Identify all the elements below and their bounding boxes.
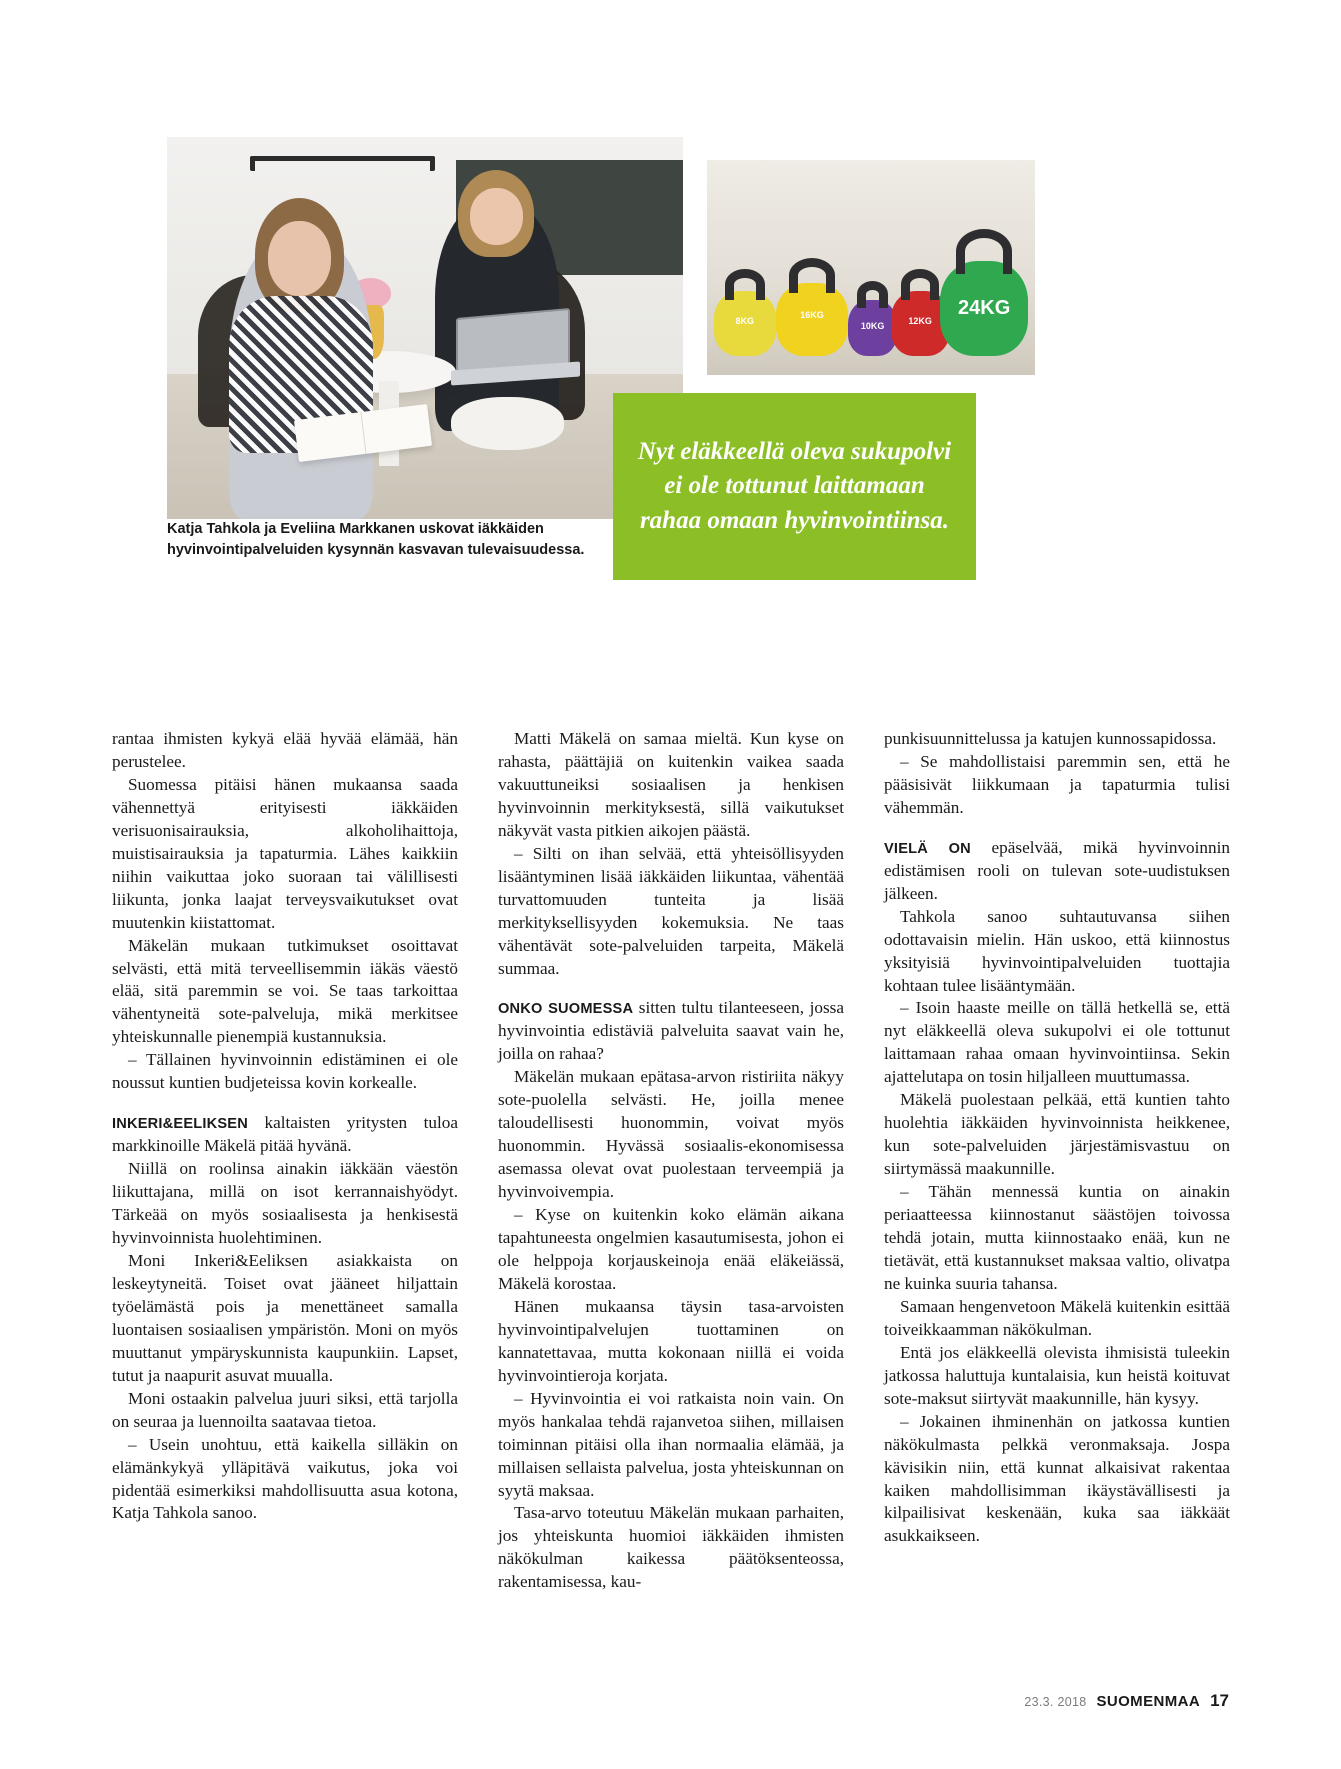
paragraph: – Se mahdollistaisi paremmin sen, että he pääsisivät liikkumaan ja tapaturmia tulisi vähemmän.	[884, 751, 1230, 817]
paragraph: Tasa-arvo toteutuu Mäkelän mukaan parhaiten, jos yhteiskunta huomioi iäkkäiden ihmisten näkökulman kaikessa päätöksenteossa, rakentamisessa, kau-	[498, 1503, 844, 1592]
paragraph: – Kyse on kuitenkin koko elämän aikana tapahtuneesta ongelmien kasautumisesta, johon ei ole helppoja korjauskeinoja enää eläkeiässä, Mäkelä korostaa.	[498, 1205, 844, 1293]
paragraph: – Usein unohtuu, että kaikella silläkin on elämänkykyä ylläpitävä vaikutus, joka voi pidentää esimerkiksi mahdollisuutta asua kotona, Katja Tahkola sanoo.	[112, 1434, 458, 1523]
paragraph: Mäkelän mukaan epätasa-arvon ristiriita näkyy sote-puolella selvästi. He, joilla menee taloudellisesti huonommin, voivat myös huonommin. Hyvässä sosiaalis-ekonomisessa asemassa olevat ovat puolestaan terveempiä ja hyvinvoivempia.	[498, 1067, 844, 1202]
kettlebell-weight-label: 16KG	[800, 310, 824, 321]
paragraph: Moni Inkeri&Eeliksen asiakkaista on leskeytyneitä. Toiset ovat jääneet hiljattain työelämästä pois ja menettäneet samalla luontaisen sosiaalisen ympäristön. Moni on myös muuttanut ympäryskunnista kaupunkiin. Lapset, tutut ja naapurit asuvat muualla.	[112, 1250, 458, 1385]
paragraph: Matti Mäkelä on samaa mieltä. Kun kyse on rahasta, päättäjiä on kuitenkin vaikea saada vakuuttuneiksi sosiaalisen ja henkisen hyvinvoinnin merkityksestä, sillä vaikutukset näkyvät vasta pitkien aikojen päästä.	[498, 729, 844, 840]
paragraph: Tahkola sanoo suhtautuvansa siihen odottavaisin mielin. Hän uskoo, että kiinnostus yksityisiä hyvinvointipalveluiden tuottajia kohtaan tulee lisääntymään.	[884, 906, 1230, 995]
paragraph: – Jokainen ihminenhän on jatkossa kuntien näkökulmasta pelkkä veronmaksaja. Jospa kävisikin niin, että kunnat alkaisivat rakentaa kaiken mahdollisimman ikäystävällisesti ja kilpailisivat keskenään, kuka saa iäkkäät asukkaikseen.	[884, 1411, 1230, 1546]
paragraph: Hänen mukaansa täysin tasa-arvoisten hyvinvointipalvelujen tuottaminen on kannatettavaa, mutta kokonaan niillä ei voida hyvinvointieroja korjata.	[498, 1296, 844, 1385]
photo-person-katja	[229, 233, 373, 520]
paragraph: Mäkelän mukaan tutkimukset osoittavat selvästi, että mitä terveellisemmin iäkäs väestö elää, sitä paremmin se voi. Se taas tarkoittaa vähentyneitä sote-palveluja, mikä merkitsee yhteiskunnalle pienempiä kustannuksia.	[112, 935, 458, 1047]
paragraph-with-lead	[112, 1112, 458, 1158]
footer-publication: SUOMENMAA	[1096, 1693, 1201, 1710]
paragraph-text: sitten tultu tilanteeseen, jossa hyvinvointia edistäviä palveluita saavat vain he, joilla on rahaa?	[498, 998, 844, 1064]
lead-in-text: INKERI&EELIKSEN	[112, 1116, 248, 1133]
photo-fur-throw	[451, 397, 565, 450]
kettlebell-handle	[725, 269, 765, 300]
kettlebell-yellow-large	[776, 283, 848, 356]
paragraph: rantaa ihmisten kykyä elää hyvää elämää, hän perustelee.	[112, 729, 458, 771]
kettlebell-weight-label: 10KG	[860, 321, 885, 331]
lead-in-text: ONKO SUOMESSA	[498, 1001, 634, 1018]
paragraph: Entä jos eläkkeellä olevista ihmisistä tuleekin jatkossa haluttuja kuntalaisia, kun heistä koituvat sote-maksut siirtyvät maakunnille, hän kysyy.	[884, 1342, 1230, 1408]
paragraph: – Hyvinvointia ei voi ratkaista noin vain. On myös hankalaa tehdä rajanvetoa siihen, millaisen toiminnan pitäisi olla ihan normaalia elämää, ja millaisen sellaista palvelua, josta yhteiskunnan on syytä maksaa.	[498, 1388, 844, 1500]
kettlebell-weight-label: 24KG	[958, 297, 1011, 319]
paragraph-with-lead	[884, 837, 1230, 906]
kettlebell-purple	[848, 300, 897, 356]
kettlebell-weight-label: 12KG	[908, 315, 932, 326]
kettlebell-handle	[956, 229, 1013, 274]
pull-quote-box	[613, 393, 976, 580]
photo-person-face	[470, 188, 523, 245]
paragraph: Suomessa pitäisi hänen mukaansa saada vähennettyä erityisesti iäkkäiden verisuonisairauksia, alkoholihaittoja, muistisairauksia ja tapaturmia. Lähes kaikkiin niihin vaikuttaa joko suoraan tai välillisesti liikunta, jonka laajat terveysvaikutukset ovat muutenkin kiistattomat.	[112, 774, 458, 932]
paragraph: Moni ostaakin palvelua juuri siksi, että tarjolla on seuraa ja luennoilta saatavaa tietoa.	[112, 1388, 458, 1431]
paragraph: punkisuunnittelussa ja katujen kunnossapidossa.	[884, 729, 1217, 748]
paragraph: – Tällainen hyvinvoinnin edistäminen ei ole noussut kuntien budjeteissa kovin korkealle.	[112, 1050, 458, 1093]
footer-page-number: 17	[1210, 1691, 1229, 1710]
paragraph: – Tähän mennessä kuntia on ainakin periaatteessa kiinnostanut säästöjen toivossa tehdä jotain, mutta kiinnostaako enää, kun ne tietävät, että kustannukset maksaa valtio, olivatpa ne kuinka suuria tahansa.	[884, 1182, 1230, 1293]
paragraph-text: kaltaisten yritysten tuloa markkinoille Mäkelä pitää hyvänä.	[112, 1113, 458, 1156]
column-right	[884, 728, 1230, 1594]
kettlebell-handle	[901, 269, 939, 300]
kettlebell-green	[940, 261, 1029, 356]
footer-date: 23.3. 2018	[1024, 1695, 1087, 1709]
kettlebell-yellow-small	[714, 291, 776, 356]
main-photo	[167, 137, 683, 519]
photo-wall-rail	[250, 156, 436, 171]
photo-person-face	[268, 221, 332, 295]
kettlebell-handle	[789, 258, 835, 293]
paragraph-with-lead	[498, 997, 844, 1066]
kettlebell-handle	[857, 281, 888, 308]
column-middle	[498, 728, 844, 1594]
kettlebell-photo	[707, 160, 1035, 375]
article-body	[112, 728, 1230, 1594]
paragraph: Samaan hengenvetoon Mäkelä kuitenkin esittää toiveikkaamman näkökulman.	[884, 1296, 1230, 1339]
paragraph: – Silti on ihan selvää, että yhteisöllisyyden lisääntyminen lisää iäkkäiden liikuntaa, vähentää turvattomuuden tunteita ja lisää merkityksellisyyden kokemuksia. Ne taas vähentävät sote-palveluiden tarpeita, Mäkelä summaa.	[498, 843, 844, 978]
kettlebell-weight-label: 8KG	[735, 315, 754, 326]
paragraph: Mäkelä puolestaan pelkää, että kuntien tahto huolehtia iäkkäiden hyvinvoinnista heikkenee, kun sote-palveluiden järjestämisvastuu on siirtymässä maakunnille.	[884, 1090, 1230, 1179]
column-left	[112, 728, 458, 1594]
photo-caption: Katja Tahkola ja Eveliina Markkanen uskovat iäkkäiden hyvinvointipalveluiden kysynnän kasvavan tulevaisuudessa.	[167, 521, 585, 558]
lead-in-text: VIELÄ ON	[884, 840, 971, 857]
paragraph: Niillä on roolinsa ainakin iäkkään väestön liikuttajana, millä on isot kerrannaishyödyt. Tärkeää on myös sosiaalisesta ja henkisestä hyvinvoinnista huolehtiminen.	[112, 1159, 458, 1248]
pull-quote-text: Nyt eläkkeellä oleva sukupolvi ei ole tottunut laittamaan rahaa omaan hyvinvointiinsa.	[637, 437, 952, 534]
paragraph-text: epäselvää, mikä hyvinvoinnin edistämisen rooli on tulevan sote-uudistuksen jälkeen.	[884, 837, 1230, 903]
paragraph: – Isoin haaste meille on tällä hetkellä se, että nyt eläkkeellä oleva sukupolvi ei ole tottunut laittamaan rahaa omaan hyvinvointiinsa. Sekin ajattelutapa on tosin hiljalleen muuttumassa.	[884, 998, 1230, 1087]
page-footer	[1024, 1691, 1229, 1711]
